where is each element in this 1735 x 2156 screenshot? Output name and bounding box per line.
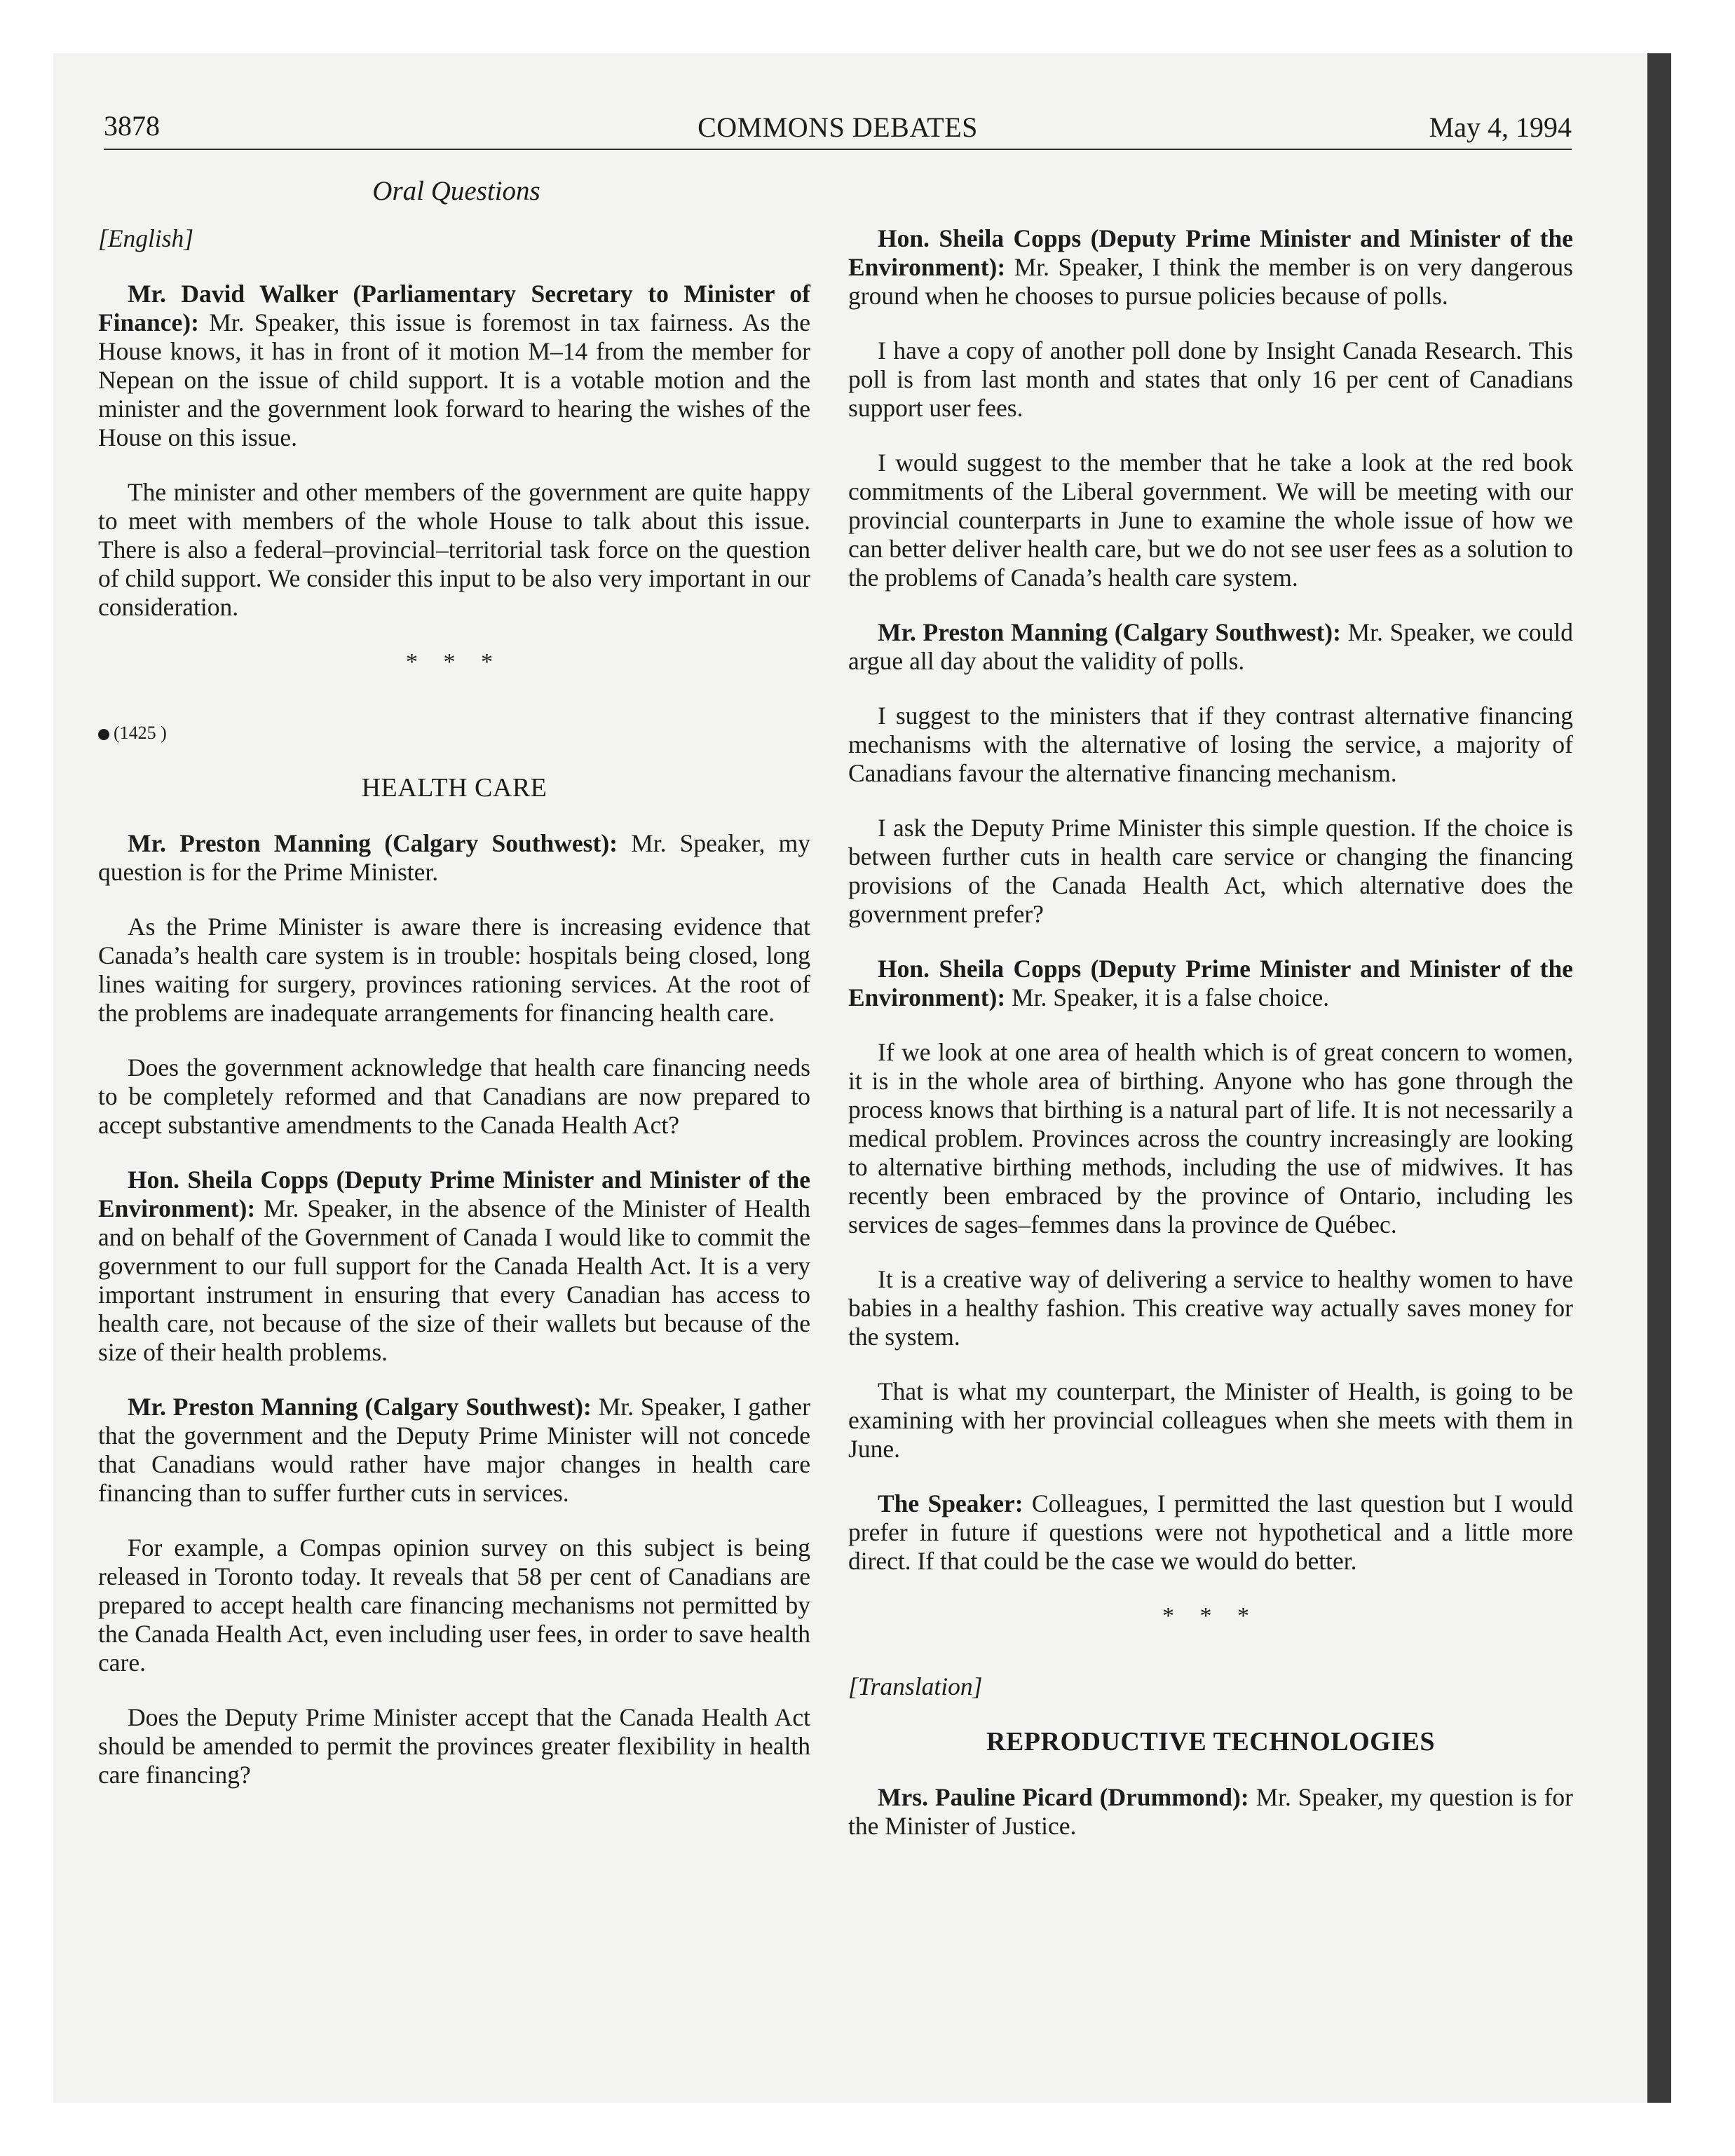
speech-text: Mr. Speaker, we could argue all day about the validity of polls. [848,618,1573,675]
paragraph: That is what my counterpart, the Minister of Health, is going to be examining with her provincial colleagues when she meets with them in June. [848,1377,1573,1463]
left-column [98,224,810,1815]
subject-heading: REPRODUCTIVE TECHNOLOGIES [986,1727,1435,1756]
speaker-name: Mrs. Pauline Picard (Drummond): [878,1783,1249,1811]
paragraph [98,280,810,452]
speech-text: Mr. Speaker, in the absence of the Minister of Health and on behalf of the Government of Canada I would like to commit the government to our full support for the Canada Health Act. It is a very important instrument in ensuring that every Canadian has access to health care, not because of the size of their wallets but because of the size of their health problems. [98,1194,810,1366]
paragraph [848,1783,1573,1841]
speaker-name: Mr. Preston Manning (Calgary Southwest): [128,829,618,857]
speech-text: Mr. Speaker, I think the member is on very dangerous ground when he chooses to pursue policies because of polls. [848,253,1573,310]
bullet-icon [98,729,109,740]
paragraph [98,1393,810,1508]
paragraph: As the Prime Minister is aware there is increasing evidence that Canada’s health care system is in trouble: hospitals being closed, long lines waiting for surgery, provinces rationing services. At the root of the problems are inadequate arrangements for financing health care. [98,913,810,1027]
sitting-date: May 4, 1994 [1429,111,1572,143]
paragraph: I would suggest to the member that he take a look at the red book commitments of the Liberal government. We will be meeting with our provincial counterparts in June to examine the whole issue of how we can better deliver health care, but we do not see user fees as a solution to the problems of Canada’s health care system. [848,449,1573,592]
right-column [848,224,1573,1867]
paragraph [848,224,1573,311]
paragraph: It is a creative way of delivering a service to healthy women to have babies in a healthy fashion. This creative way actually saves money for the system. [848,1265,1573,1351]
paragraph: I have a copy of another poll done by Insight Canada Research. This poll is from last month and states that only 16 per cent of Canadians support user fees. [848,336,1573,422]
journal-title: COMMONS DEBATES [698,111,978,143]
paragraph: I ask the Deputy Prime Minister this simple question. If the choice is between further cuts in health care service or changing the financing provisions of the Canada Health Act, which alternative does the government prefer? [848,814,1573,928]
speaker-name: Hon. Sheila Copps (Deputy Prime Minister and Minister of the Environment): [98,1166,810,1222]
speech-text: Mr. Speaker, my question is for the Prime Minister. [98,829,810,886]
paragraph [848,1489,1573,1576]
speaker-name: Hon. Sheila Copps (Deputy Prime Minister and Minister of the Environment): [848,224,1573,281]
speaker-name: Mr. Preston Manning (Calgary Southwest): [878,618,1341,646]
speech-text: Mr. Speaker, it is a false choice. [1005,983,1330,1011]
page-header [104,107,1572,150]
speech-text: Colleagues, I permitted the last question but I would prefer in future if questions were not hypothetical and a little more direct. If that could be the case we would do better. [848,1489,1574,1575]
paragraph [98,829,810,887]
subject-heading: HEALTH CARE [361,773,547,803]
language-marker: [English] [98,224,194,252]
page-number: 3878 [104,110,160,142]
section-title: Oral Questions [372,176,540,206]
paragraph: Does the Deputy Prime Minister accept that the Canada Health Act should be amended to permit the provinces greater flexibility in health care financing? [98,1703,810,1789]
paragraph [848,955,1573,1012]
paragraph: Does the government acknowledge that health care financing needs to be completely reformed and that Canadians are now prepared to accept substantive amendments to the Canada Health Act? [98,1053,810,1139]
speaker-name: The Speaker: [878,1489,1023,1517]
speech-text: Mr. Speaker, this issue is foremost in tax fairness. As the House knows, it has in front of it motion M–14 from the member for Nepean on the issue of child support. It is a votable motion and the minister and the government look forward to hearing the wishes of the House on this issue. [98,308,810,451]
scan-edge-bar [1647,53,1671,2103]
timestamp [98,718,810,747]
language-marker: [Translation] [848,1672,983,1700]
section-separator: * * * [1162,1603,1259,1629]
speech-text: Mr. Speaker, I gather that the government and the Deputy Prime Minister will not concede that Canadians would rather have major changes in health care financing than to suffer further cuts in services. [98,1393,810,1507]
speaker-name: Mr. David Walker (Parliamentary Secretary to Minister of Finance): [98,280,810,336]
timestamp-text: (1425 ) [114,723,167,743]
section-separator: * * * [406,649,503,675]
paragraph: For example, a Compas opinion survey on this subject is being released in Toronto today. It reveals that 58 per cent of Canadians are prepared to accept health care financing mechanisms not permitted by the Canada Health Act, even including user fees, in order to save health care. [98,1534,810,1677]
paragraph [98,1166,810,1367]
paragraph: If we look at one area of health which is of great concern to women, it is in the whole area of birthing. Anyone who has gone through the process knows that birthing is a natural part of life. It is not necessarily a medical problem. Provinces across the country increasingly are looking to alternative birthing methods, including the use of midwives. It has recently been embraced by the province of Ontario, including les services de sages–femmes dans la province de Québec. [848,1038,1573,1239]
paragraph: I suggest to the ministers that if they contrast alternative financing mechanisms with the alternative of losing the service, a majority of Canadians favour the alternative financing mechanism. [848,702,1573,787]
paragraph: The minister and other members of the government are quite happy to meet with members of the whole House to talk about this issue. There is also a federal–provincial–territorial task force on the question of child support. We consider this input to be also very important in our consideration. [98,478,810,621]
speaker-name: Mr. Preston Manning (Calgary Southwest): [128,1393,592,1421]
paragraph [848,618,1573,676]
speaker-name: Hon. Sheila Copps (Deputy Prime Minister and Minister of the Environment): [848,955,1573,1011]
speech-text: Mr. Speaker, my question is for the Minister of Justice. [848,1783,1573,1840]
